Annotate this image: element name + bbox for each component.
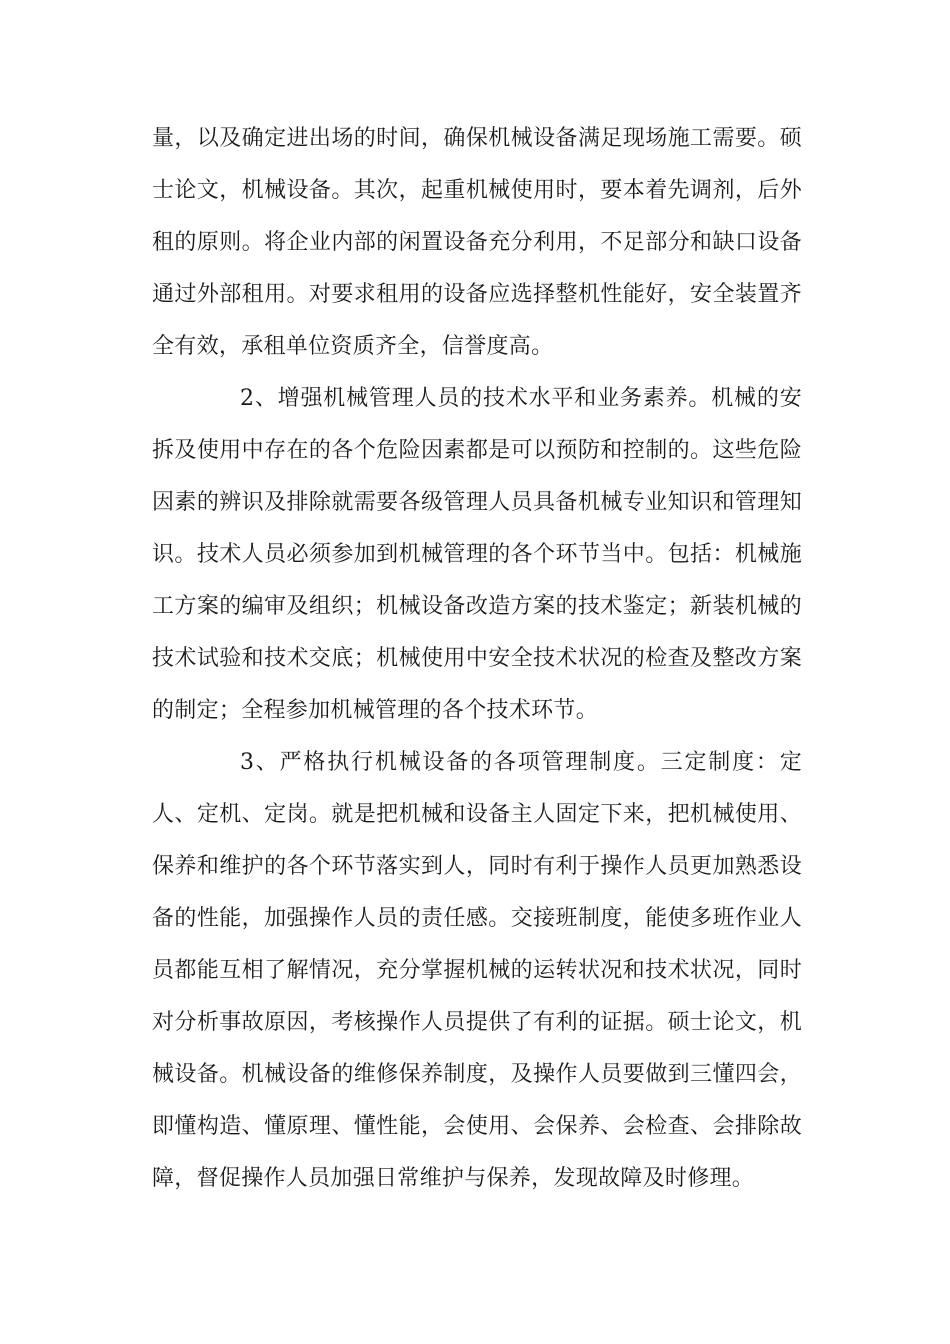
paragraph-3-line-6: 对分析事故原因，考核操作人员提供了有利的证据。硕士论文，机 — [152, 1010, 802, 1035]
paragraph-2-line-7: 的制定；全程参加机械管理的各个技术环节。 — [152, 698, 599, 723]
paragraph-1-line-1: 量，以及确定进出场的时间，确保机械设备满足现场施工需要。硕 — [152, 126, 802, 151]
paragraph-2-line-1: 2、增强机械管理人员的技术水平和业务素养。机械的安 — [240, 386, 802, 411]
paragraph-1-line-3: 租的原则。将企业内部的闲置设备充分利用，不足部分和缺口设备 — [152, 230, 802, 255]
paragraph-3-line-7: 械设备。机械设备的维修保养制度，及操作人员要做到三懂四会， — [152, 1062, 802, 1087]
paragraph-2-line-4: 识。技术人员必须参加到机械管理的各个环节当中。包括：机械施 — [152, 542, 802, 567]
paragraph-2-line-2: 拆及使用中存在的各个危险因素都是可以预防和控制的。这些危险 — [152, 438, 802, 463]
paragraph-3-line-4: 备的性能，加强操作人员的责任感。交接班制度，能使多班作业人 — [152, 906, 802, 931]
paragraph-3-line-9: 障，督促操作人员加强日常维护与保养，发现故障及时修理。 — [152, 1166, 755, 1191]
paragraph-3-line-5: 员都能互相了解情况，充分掌握机械的运转状况和技术状况，同时 — [152, 958, 802, 983]
paragraph-1-line-2: 士论文，机械设备。其次，起重机械使用时，要本着先调剂，后外 — [152, 178, 802, 203]
paragraph-2-line-6: 技术试验和技术交底；机械使用中安全技术状况的检查及整改方案 — [152, 646, 802, 671]
paragraph-3-line-3: 保养和维护的各个环节落实到人，同时有利于操作人员更加熟悉设 — [152, 854, 802, 879]
paragraph-3-line-8: 即懂构造、懂原理、懂性能，会使用、会保养、会检查、会排除故 — [152, 1114, 802, 1139]
paragraph-3-line-1: 3、严格执行机械设备的各项管理制度。三定制度：定 — [240, 750, 802, 775]
paragraph-1-line-4: 通过外部租用。对要求租用的设备应选择整机性能好，安全装置齐 — [152, 282, 802, 307]
paragraph-2-line-5: 工方案的编审及组织；机械设备改造方案的技术鉴定；新装机械的 — [152, 594, 802, 619]
paragraph-1-line-5: 全有效，承租单位资质齐全，信誉度高。 — [152, 334, 554, 359]
paragraph-3-line-2: 人、定机、定岗。就是把机械和设备主人固定下来，把机械使用、 — [152, 802, 802, 827]
paragraph-2-line-3: 因素的辨识及排除就需要各级管理人员具备机械专业知识和管理知 — [152, 490, 802, 515]
